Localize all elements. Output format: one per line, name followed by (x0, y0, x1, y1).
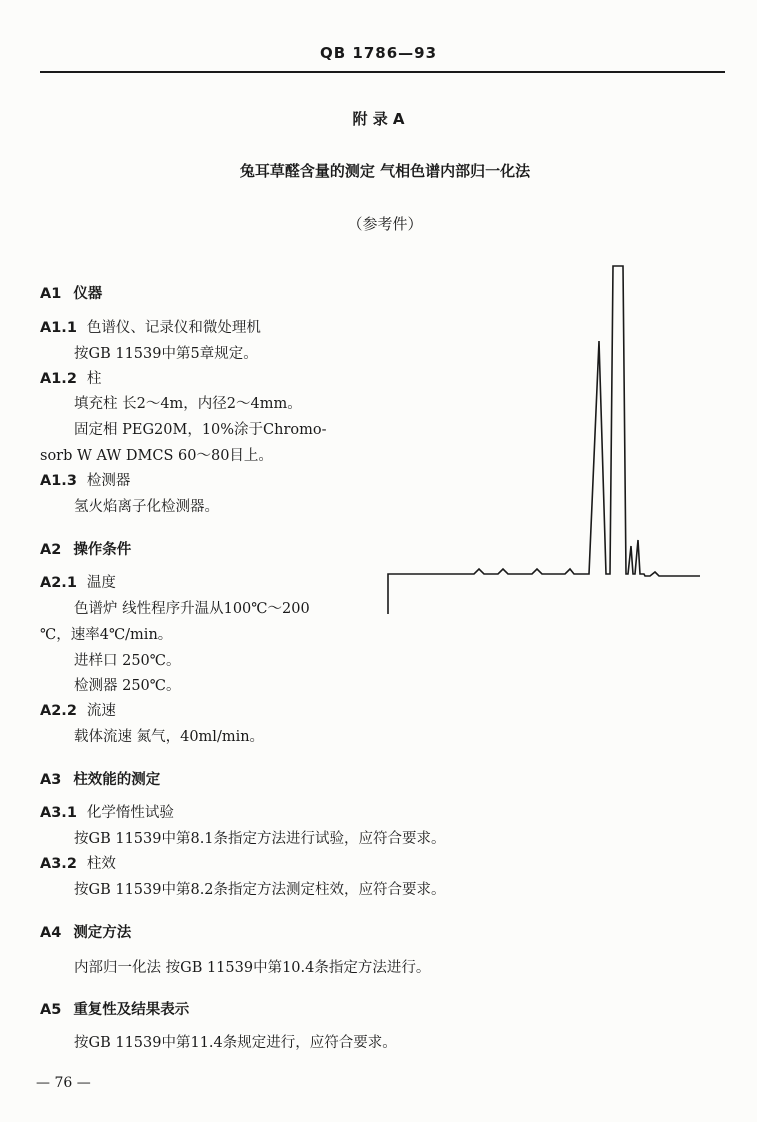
section-a4-text: 内部归一化法 按GB 11539中第10.4条指定方法进行。 (74, 960, 431, 976)
section-a3-1-heading: A3.1 化学惰性试验 (40, 805, 174, 821)
section-a5-heading: A5 重复性及结果表示 (40, 1002, 190, 1018)
section-a2-1-heading: A2.1 温度 (40, 575, 116, 591)
section-a4-heading: A4 测定方法 (40, 925, 132, 941)
section-a5-text: 按GB 11539中第11.4条规定进行，应符合要求。 (74, 1035, 397, 1051)
section-a2-1-line1: 色谱炉 线性程序升温从100℃～200 (74, 601, 310, 617)
section-a1-1-text: 按GB 11539中第5章规定。 (74, 346, 258, 362)
section-a2-1-line3: 进样口 250℃。 (74, 653, 181, 669)
section-a2-1-line4: 检测器 250℃。 (74, 678, 181, 694)
section-a2-2-text: 载体流速 氮气，40ml/min。 (74, 729, 265, 745)
appendix-subtitle: （参考件） (347, 215, 423, 233)
section-a1-2-line3: sorb W AW DMCS 60～80目上。 (40, 448, 273, 464)
chromatogram-trace (388, 266, 700, 614)
section-a1-2-line2: 固定相 PEG20M，10%涂于Chromo- (74, 422, 327, 438)
section-a1-3-text: 氢火焰离子化检测器。 (74, 499, 219, 515)
section-a3-2-heading: A3.2 柱效 (40, 856, 116, 872)
section-a1-heading: A1 仪器 (40, 286, 103, 302)
section-a2-2-heading: A2.2 流速 (40, 703, 116, 719)
section-a2-1-line2: ℃，速率4℃/min。 (40, 627, 173, 643)
chromatogram-figure (382, 256, 707, 616)
section-a1-2-line1: 填充柱 长2～4m，内径2～4mm。 (74, 396, 302, 412)
section-a3-heading: A3 柱效能的测定 (40, 772, 161, 788)
page-number: — 76 — (36, 1075, 91, 1091)
section-a1-3-heading: A1.3 检测器 (40, 473, 131, 489)
header-rule (40, 71, 725, 73)
section-a3-1-text: 按GB 11539中第8.1条指定方法进行试验，应符合要求。 (74, 831, 446, 847)
section-a2-heading: A2 操作条件 (40, 542, 132, 558)
appendix-title: 兔耳草醛含量的测定 气相色谱内部归一化法 (239, 162, 531, 180)
appendix-label: 附 录 A (352, 110, 405, 128)
section-a1-1-heading: A1.1 色谱仪、记录仪和微处理机 (40, 320, 261, 336)
section-a3-2-text: 按GB 11539中第8.2条指定方法测定柱效，应符合要求。 (74, 882, 446, 898)
standard-code-header: QB 1786—93 (319, 44, 438, 62)
section-a1-2-heading: A1.2 柱 (40, 371, 102, 387)
